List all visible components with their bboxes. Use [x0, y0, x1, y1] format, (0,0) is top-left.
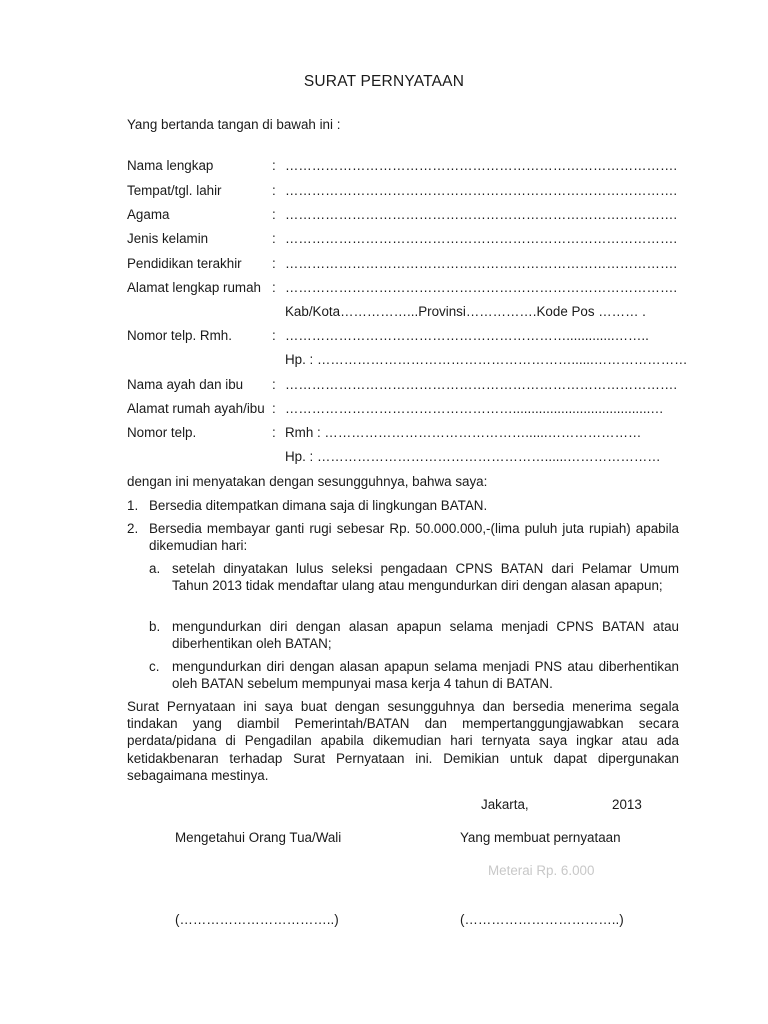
signer-label: Yang membuat pernyataan [460, 830, 621, 845]
field-row [0, 304, 768, 322]
item-text: Bersedia ditempatkan dimana saja di lingkungan BATAN. [149, 498, 488, 513]
field-label: Jenis kelamin [127, 231, 209, 246]
field-colon: : [272, 256, 276, 271]
closing-paragraph: Surat Pernyataan ini saya buat dengan sesungguhnya dan bersedia menerima segala tindakan yang diambil Pemerintah/BATAN dan mempertanggungjawabkan secara perdata/pidana di Pengadilan apabila dikemudian hari ternyata saya ingkar atau ada ketidakbenaran terhadap Surat Pernyataan ini. Demikian untuk dapat dipergunakan sebagaimana mestinya. [127, 699, 679, 783]
field-label: Alamat lengkap rumah [127, 280, 261, 295]
field-value: Hp. : ……………………………………………......………………… [285, 449, 661, 464]
signature-city: Jakarta, [481, 797, 529, 812]
field-value: ……………………………………………………………………………. [285, 207, 678, 222]
field-label: Nomor telp. Rmh. [127, 328, 232, 343]
document-title: SURAT PERNYATAAN [303, 73, 465, 90]
field-value: ……………………………………………………………………………. [285, 231, 678, 246]
field-value: …………………………………………….....................................… [285, 401, 664, 416]
field-value: ……………………………………………………………………………. [285, 256, 678, 271]
field-row [0, 401, 768, 419]
field-row [0, 231, 768, 249]
intro-text: Yang bertanda tangan di bawah ini : [127, 117, 341, 132]
field-value: ……………………………………………………….............…….. [285, 328, 649, 343]
field-row [0, 256, 768, 274]
field-colon: : [272, 207, 276, 222]
guardian-label: Mengetahui Orang Tua/Wali [175, 830, 342, 845]
signature-year: 2013 [612, 797, 642, 812]
field-row [0, 183, 768, 201]
subitem-letter: b. [149, 619, 161, 634]
field-label: Pendidikan terakhir [127, 256, 242, 271]
subitem-text: setelah dinyatakan lulus seleksi pengadaan CPNS BATAN dari Pelamar Umum Tahun 2013 tidak mendaftar ulang atau mengundurkan diri dengan alasan apapun; [172, 561, 679, 594]
field-label: Nomor telp. [127, 425, 197, 440]
subitem-letter: a. [149, 561, 161, 576]
field-row [0, 352, 768, 370]
field-label: Agama [127, 207, 170, 222]
field-value: ……………………………………………………………………………. [285, 158, 678, 173]
field-value: Rmh : ………………………………………......………………… [285, 425, 642, 440]
statement-intro: dengan ini menyatakan dengan sesungguhnya, bahwa saya: [127, 474, 488, 489]
item-number: 1. [127, 498, 139, 513]
field-value: ……………………………………………………………………………. [285, 183, 678, 198]
field-label: Alamat rumah ayah/ibu [127, 401, 265, 416]
field-colon: : [272, 425, 276, 440]
field-colon: : [272, 401, 276, 416]
field-row [0, 207, 768, 225]
field-colon: : [272, 158, 276, 173]
field-colon: : [272, 183, 276, 198]
item-number: 2. [127, 521, 139, 536]
field-value: Hp. : …………………………………………………......………………… [285, 352, 688, 367]
field-label: Nama ayah dan ibu [127, 377, 244, 392]
field-row [0, 328, 768, 346]
subitem-text: mengundurkan diri dengan alasan apapun selama menjadi PNS atau diberhentikan oleh BATAN sebelum mempunyai masa kerja 4 tahun di BATAN. [172, 659, 679, 692]
field-row [0, 377, 768, 395]
field-value: Kab/Kota……………...Provinsi…………….Kode Pos ……… . [285, 304, 646, 319]
field-row [0, 425, 768, 443]
field-colon: : [272, 377, 276, 392]
field-label: Tempat/tgl. lahir [127, 183, 222, 198]
signer-signature-blank: (……………………………..) [460, 912, 624, 927]
guardian-signature-blank: (……………………………..) [175, 912, 339, 927]
field-value: ……………………………………………………………………………. [285, 280, 678, 295]
field-row [0, 449, 768, 467]
subitem-text: mengundurkan diri dengan alasan apapun selama menjadi CPNS BATAN atau diberhentikan oleh BATAN; [172, 619, 679, 652]
field-colon: : [272, 280, 276, 295]
field-colon: : [272, 231, 276, 246]
subitem-letter: c. [149, 659, 160, 674]
stamp-duty-note: Meterai Rp. 6.000 [488, 863, 595, 878]
item-text: Bersedia membayar ganti rugi sebesar Rp. 50.000.000,-(lima puluh juta rupiah) apabila dikemudian hari: [149, 521, 679, 554]
field-label: Nama lengkap [127, 158, 214, 173]
field-value: ……………………………………………………………………………. [285, 377, 678, 392]
field-colon: : [272, 328, 276, 343]
field-row [0, 280, 768, 298]
field-row [0, 158, 768, 176]
